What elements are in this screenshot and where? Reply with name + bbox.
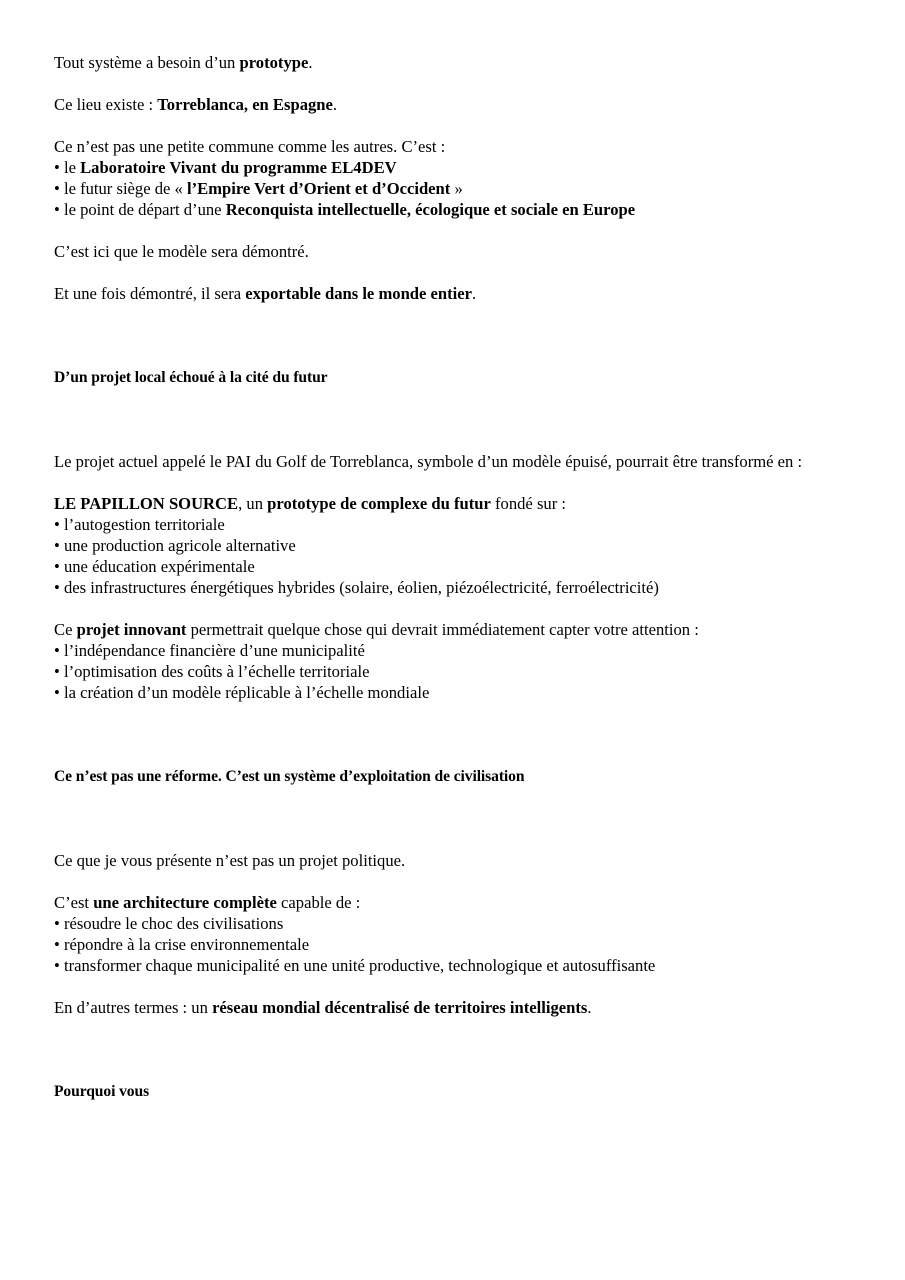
text-run: • des infrastructures énergétiques hybrides (solaire, éolien, piézoélectricité, ferroélectricité)	[54, 578, 659, 597]
paragraph-projet-innovant	[54, 619, 854, 640]
list-item	[54, 556, 854, 577]
text-run-bold: Torreblanca, en Espagne	[157, 95, 333, 114]
text-run: En d’autres termes : un	[54, 998, 213, 1017]
text-run: .	[332, 95, 338, 114]
list-item	[54, 178, 854, 199]
text-run-bold: prototype	[239, 53, 309, 72]
text-run: Et une fois démontré, il sera	[54, 284, 246, 303]
text-run: • une éducation expérimentale	[54, 557, 255, 576]
text-run: Ce lieu existe :	[54, 95, 158, 114]
list-item	[54, 514, 854, 535]
paragraph-exportable	[54, 283, 854, 304]
spacer	[54, 472, 854, 493]
text-run: »	[450, 179, 463, 198]
spacer	[54, 598, 854, 619]
text-run: fondé sur :	[490, 494, 566, 513]
list-item	[54, 199, 854, 220]
spacer	[54, 220, 854, 241]
paragraph-pas-petite-commune	[54, 136, 854, 157]
paragraph-architecture-complete	[54, 892, 854, 913]
text-run: • l’optimisation des coûts à l’échelle territoriale	[54, 662, 370, 681]
text-run-bold: Reconquista intellectuelle, écologique et sociale en Europe	[225, 200, 636, 219]
text-run: capable de :	[276, 893, 361, 912]
text-run: • l’autogestion territoriale	[54, 515, 225, 534]
list-item	[54, 640, 854, 661]
text-run-bold: projet innovant	[76, 620, 187, 639]
list-item	[54, 913, 854, 934]
section-heading-projet-local	[54, 367, 854, 388]
paragraph-reseau-mondial	[54, 997, 854, 1018]
list-item	[54, 682, 854, 703]
text-run: • le	[54, 158, 81, 177]
spacer	[54, 115, 854, 136]
text-run: Ce	[54, 620, 77, 639]
text-run-bold: LE PAPILLON SOURCE	[54, 494, 239, 513]
text-run: .	[472, 284, 477, 303]
text-run: permettrait quelque chose qui devrait immédiatement capter votre attention :	[186, 620, 699, 639]
text-run: Ce que je vous présente n’est pas un projet politique.	[54, 851, 406, 870]
paragraph-modele-demontre	[54, 241, 854, 262]
heading-text: Ce n’est pas une réforme. C’est un système d’exploitation de civilisation	[54, 768, 525, 785]
text-run: C’est ici que le modèle sera démontré.	[54, 242, 309, 261]
text-run: • transformer chaque municipalité en une unité productive, technologique et autosuffisante	[54, 956, 656, 975]
spacer	[54, 976, 854, 997]
text-run: • le futur siège de «	[54, 179, 187, 198]
spacer	[54, 262, 854, 283]
section-heading-pas-une-reforme	[54, 766, 854, 787]
text-run: • résoudre le choc des civilisations	[54, 914, 284, 933]
text-run: , un	[238, 494, 268, 513]
text-run: C’est	[54, 893, 94, 912]
list-item	[54, 157, 854, 178]
document-text-column	[54, 52, 854, 1102]
spacer	[54, 304, 854, 367]
text-run-bold: l’Empire Vert d’Orient et d’Occident	[187, 179, 451, 198]
spacer	[54, 871, 854, 892]
heading-text: Pourquoi vous	[54, 1083, 150, 1100]
spacer	[54, 1018, 854, 1081]
text-run: • la création d’un modèle réplicable à l’échelle mondiale	[54, 683, 430, 702]
list-item	[54, 934, 854, 955]
paragraph-pas-projet-politique	[54, 850, 854, 871]
text-run: Tout système a besoin d’un	[54, 53, 240, 72]
paragraph-papillon-source	[54, 493, 854, 514]
text-run-bold: exportable dans le monde entier	[245, 284, 472, 303]
section-heading-pourquoi-vous	[54, 1081, 854, 1102]
list-item	[54, 661, 854, 682]
paragraph-lieu-existe	[54, 94, 854, 115]
spacer	[54, 388, 854, 451]
text-run-bold: prototype de complexe du futur	[267, 494, 491, 513]
text-run-bold: une architecture complète	[93, 893, 277, 912]
text-run-bold: réseau mondial décentralisé de territoires intelligents	[212, 998, 588, 1017]
heading-text: D’un projet local échoué à la cité du futur	[54, 369, 328, 386]
spacer	[54, 703, 854, 766]
paragraph-projet-actuel-pai	[54, 451, 854, 472]
text-run-bold: Laboratoire Vivant du programme EL4DEV	[80, 158, 397, 177]
list-item	[54, 535, 854, 556]
text-run: • le point de départ d’une	[54, 200, 226, 219]
spacer	[54, 787, 854, 850]
spacer	[54, 73, 854, 94]
text-run: • répondre à la crise environnementale	[54, 935, 310, 954]
text-run: • une production agricole alternative	[54, 536, 296, 555]
list-item	[54, 577, 854, 598]
text-run: Ce n’est pas une petite commune comme les autres. C’est :	[54, 137, 446, 156]
paragraph-intro-prototype	[54, 52, 854, 73]
text-run: • l’indépendance financière d’une municipalité	[54, 641, 365, 660]
text-run: Le projet actuel appelé le PAI du Golf de Torreblanca, symbole d’un modèle épuisé, pourrait être transformé en :	[54, 452, 803, 471]
text-run: .	[308, 53, 313, 72]
text-run: .	[587, 998, 592, 1017]
list-item	[54, 955, 854, 976]
